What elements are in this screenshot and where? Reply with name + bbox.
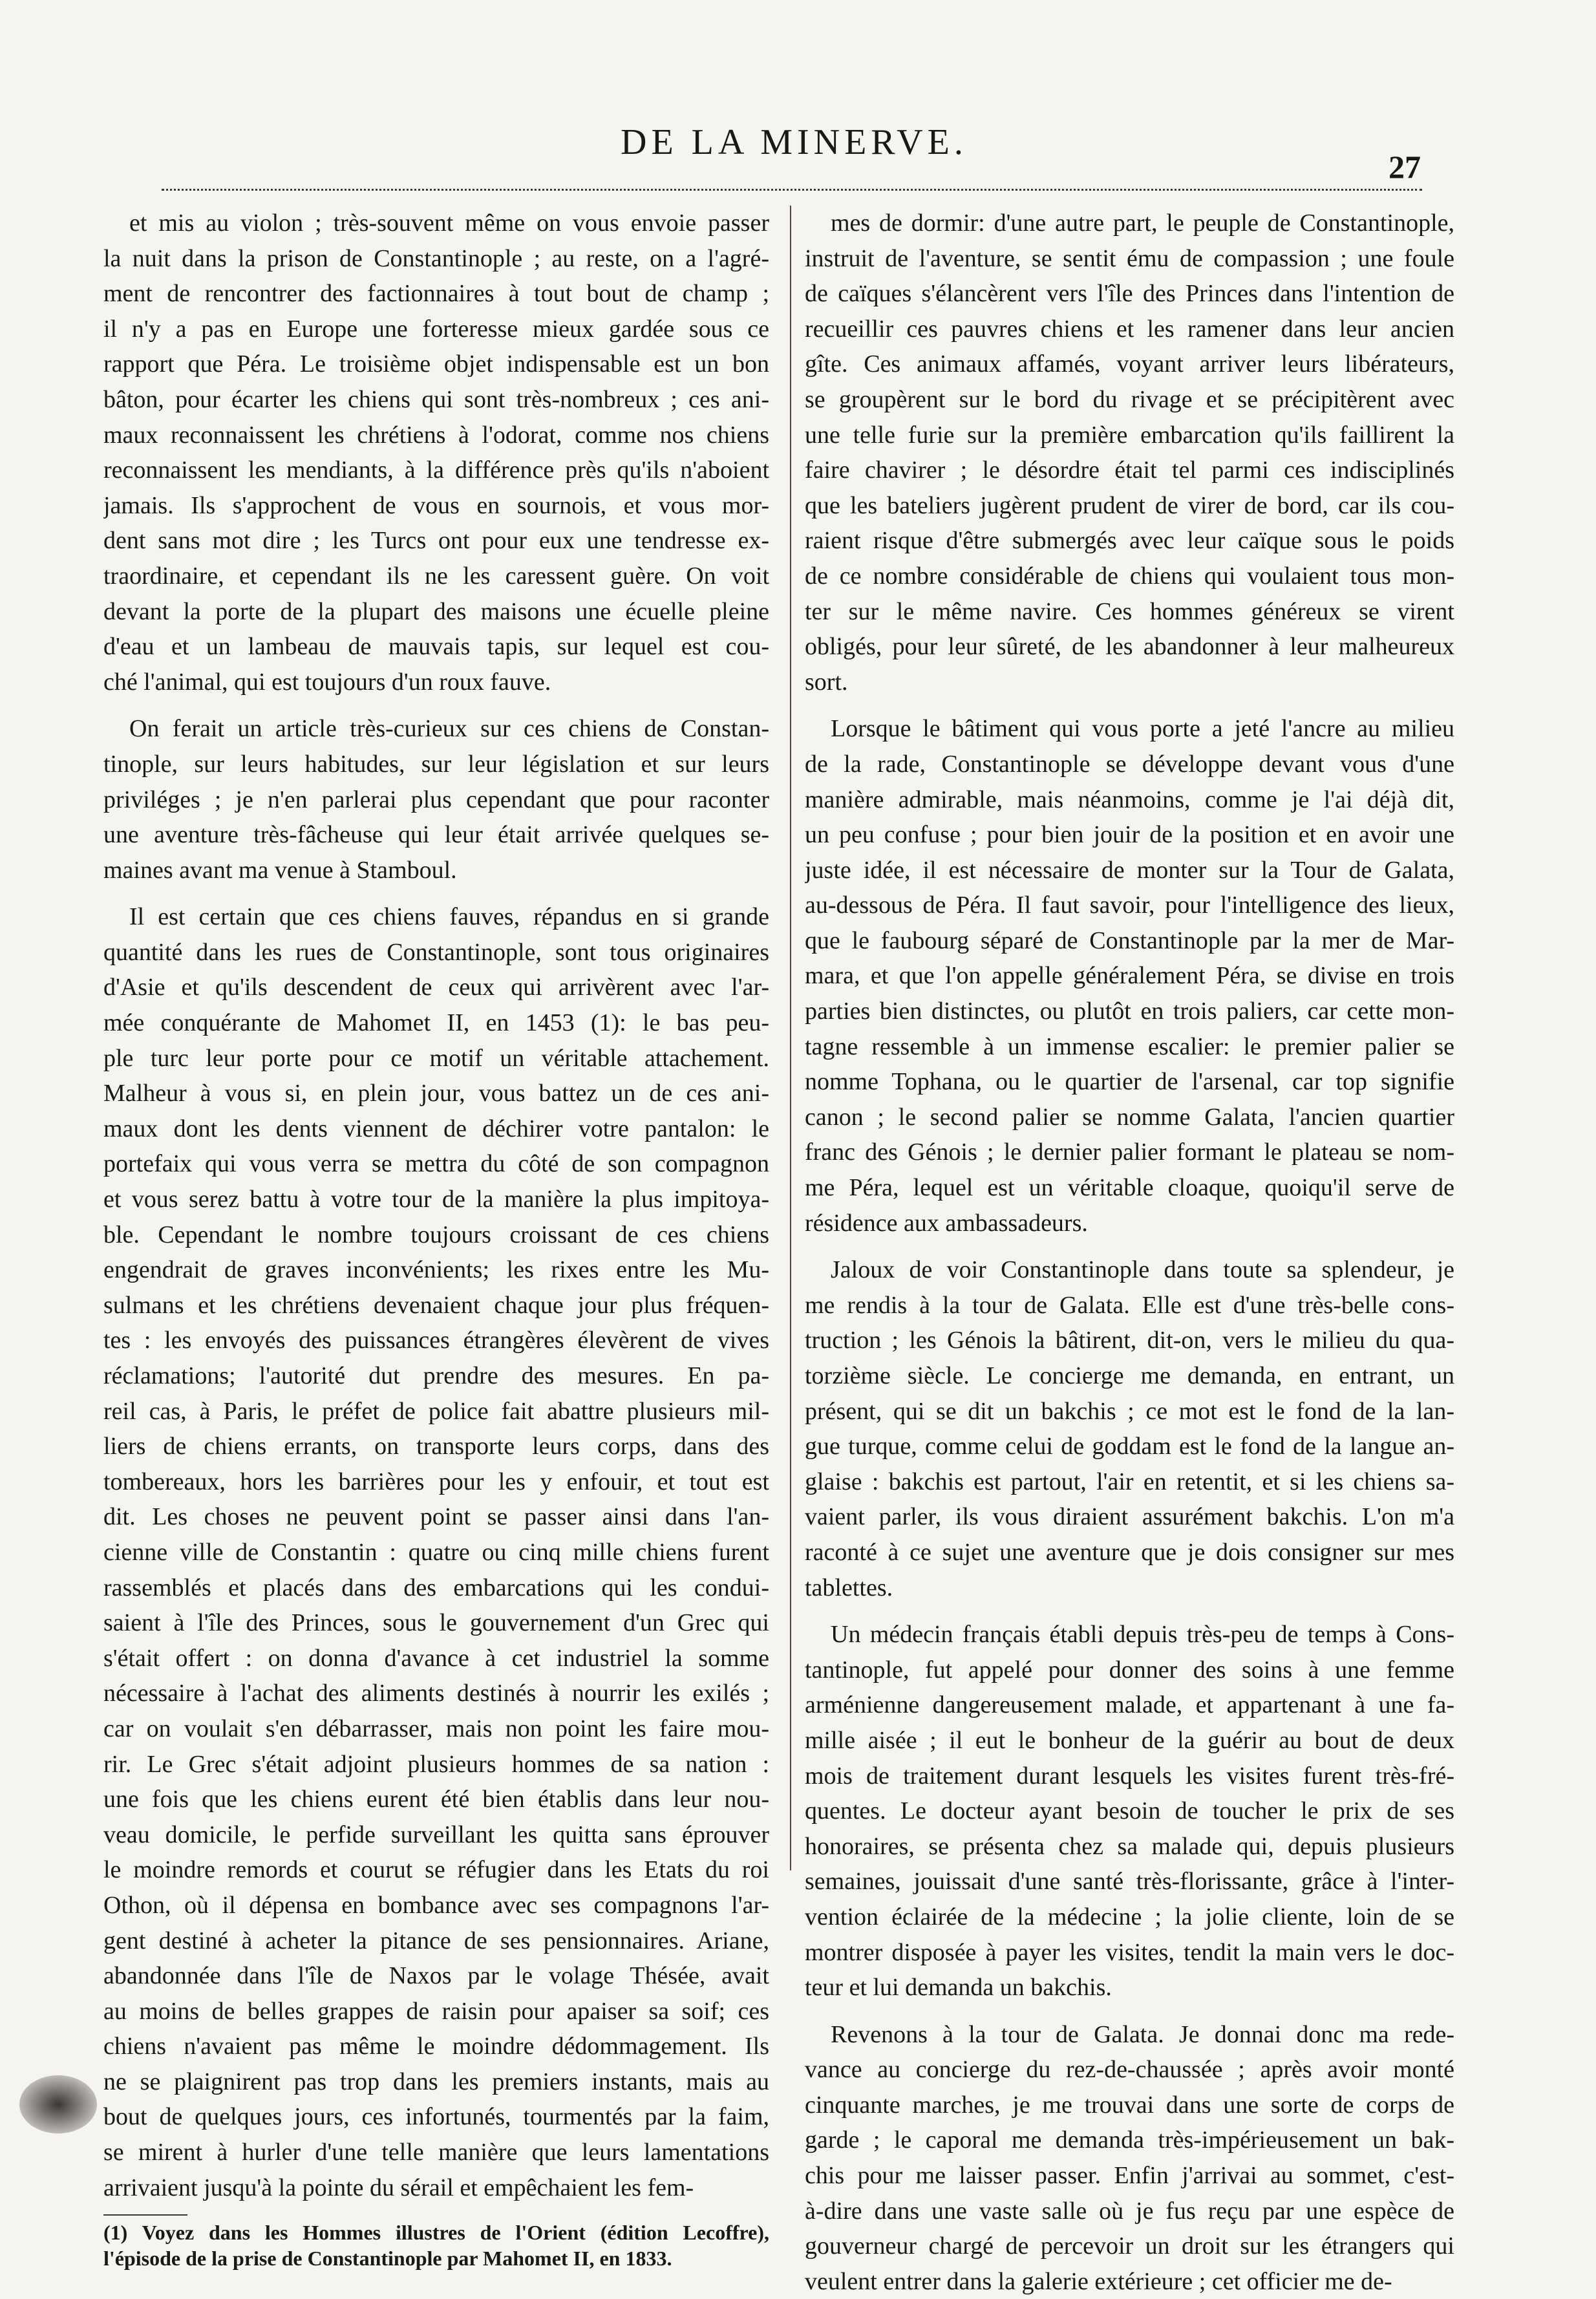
text-line: de caïques s'élancèrent vers l'île des Princes dans l'intention de (805, 280, 1454, 308)
text-line: Lorsque le bâtiment qui vous porte a jeté l'ancre au milieu (831, 715, 1454, 743)
text-line: obligés, pour leur sûreté, de les abandonner à leur malheureux (805, 633, 1454, 661)
text-line: au moins de belles grappes de raisin pour apaiser sa soif; ces (103, 1997, 769, 2025)
text-line: portefaix qui vous verra se mettra du côté de son compagnon (103, 1150, 769, 1178)
text-line: la nuit dans la prison de Constantinople ; au reste, on a l'agré- (103, 244, 769, 272)
text-line: présent, qui se dit un bakchis ; ce mot est le fond de la lan- (805, 1397, 1454, 1425)
text-line: gîte. Ces animaux affamés, voyant arriver leurs libérateurs, (805, 350, 1454, 378)
text-line: ché l'animal, qui est toujours d'un roux fauve. (103, 668, 551, 696)
text-line: glaise : bakchis est partout, l'air en retentit, et si les chiens sa- (805, 1468, 1454, 1495)
text-line: veau domicile, le perfide surveillant les quitta sans éprouver (103, 1821, 769, 1848)
text-line: quentes. Le docteur ayant besoin de toucher le prix de ses (805, 1797, 1454, 1825)
paragraph (805, 711, 1454, 1241)
right-column (805, 206, 1454, 2299)
text-line: juste idée, il est nécessaire de monter sur la Tour de Galata, (805, 856, 1454, 884)
paragraph (805, 2017, 1454, 2299)
text-line: Il est certain que ces chiens fauves, répandus en si grande (129, 903, 769, 931)
footnote-line: (1) Voyez dans les Hommes illustres de l'Orient (édition Lecoffre), (103, 2221, 769, 2245)
footnote-rule (103, 2214, 187, 2216)
paragraph (103, 711, 769, 888)
header-rule (162, 189, 1422, 191)
text-line: mes de dormir: d'une autre part, le peuple de Constantinople, (831, 209, 1454, 237)
paragraph (103, 899, 769, 2205)
text-line: de la rade, Constantinople se développe devant vous d'une (805, 750, 1454, 778)
text-line: d'eau et un lambeau de mauvais tapis, sur lequel est cou- (103, 633, 769, 661)
text-line: réclamations; l'autorité dut prendre des mesures. En pa- (103, 1362, 769, 1389)
text-line: gue turque, comme celui de goddam est le fond de la langue an- (805, 1433, 1454, 1460)
text-line: semaines, jouissait d'une santé très-florissante, grâce à l'inter- (805, 1868, 1454, 1896)
text-line: priviléges ; je n'en parlerai plus cependant que pour raconter (103, 786, 769, 813)
column-divider (790, 206, 791, 1870)
text-line: engendrait de graves inconvénients; les rixes entre les Mu- (103, 1256, 769, 1284)
text-line: Malheur à vous si, en plein jour, vous battez un de ces ani- (103, 1080, 769, 1107)
ink-smudge (19, 2075, 97, 2133)
paragraph-gap (103, 700, 769, 711)
text-line: franc des Génois ; le dernier palier formant le plateau se nom- (805, 1139, 1454, 1166)
text-line: Othon, où il dépensa en bombance avec ses compagnons l'ar- (103, 1891, 769, 1919)
text-line: une telle furie sur la première embarcation qu'ils faillirent la (805, 421, 1454, 449)
paragraph (103, 206, 769, 700)
page-number: 27 (1389, 149, 1421, 185)
text-line: sulmans et les chrétiens devenaient chaque jour plus fréquen- (103, 1291, 769, 1319)
text-line: recueillir ces pauvres chiens et les ramener dans leur ancien (805, 315, 1454, 343)
text-line: nomme Tophana, ou le quartier de l'arsenal, car top signifie (805, 1068, 1454, 1096)
text-line: cinquante marches, je me trouvai dans une sorte de corps de (805, 2091, 1454, 2119)
text-line: et mis au violon ; très-souvent même on vous envoie passer (129, 209, 769, 237)
text-line: Jaloux de voir Constantinople dans toute sa splendeur, je (831, 1256, 1454, 1284)
text-line: il n'y a pas en Europe une forteresse mieux gardée sous ce (103, 315, 769, 343)
text-line: mara, et que l'on appelle généralement Péra, se divise en trois (805, 962, 1454, 990)
text-line: tombereaux, hors les barrières pour les y enfouir, et tout est (103, 1468, 769, 1495)
text-line: nécessaire à l'achat des aliments destinés à nourrir les exilés ; (103, 1680, 769, 1707)
text-line: montrer disposée à payer les visites, tendit la main vers le doc- (805, 1938, 1454, 1966)
text-line: ne se plaignirent pas trop dans les premiers instants, mais au (103, 2068, 769, 2095)
text-line: s'était offert : on donna d'avance à cet industriel la somme (103, 1644, 769, 1672)
text-line: ple turc leur porte pour ce motif un véritable attachement. (103, 1044, 769, 1072)
text-line: On ferait un article très-curieux sur ces chiens de Constan- (129, 715, 769, 743)
text-line: Revenons à la tour de Galata. Je donnai donc ma rede- (831, 2020, 1454, 2048)
footnote (103, 2219, 769, 2271)
text-line: raconté à ce sujet une aventure que je dois consigner sur mes (805, 1538, 1454, 1566)
paragraph-gap (805, 700, 1454, 711)
text-line: faire chavirer ; le désordre était tel parmi ces indisciplinés (805, 456, 1454, 484)
running-head: DE LA MINERVE. (621, 122, 968, 162)
text-line: me rendis à la tour de Galata. Elle est d'une très-belle cons- (805, 1291, 1454, 1319)
text-line: rapport que Péra. Le troisième objet indispensable est un bon (103, 350, 769, 378)
text-line: que le faubourg séparé de Constantinople par la mer de Mar- (805, 926, 1454, 954)
text-line: saient à l'île des Princes, sous le gouvernement d'un Grec qui (103, 1609, 769, 1637)
text-line: une aventure très-fâcheuse qui leur était arrivée quelques se- (103, 821, 769, 849)
text-line: sort. (805, 668, 848, 696)
paragraph-gap (805, 2005, 1454, 2017)
text-line: gouverneur chargé de percevoir un droit sur les étrangers qui (805, 2232, 1454, 2260)
text-line: raient risque d'être submergés avec leur caïque sous le poids (805, 527, 1454, 555)
text-line: dent sans mot dire ; les Turcs ont pour eux une tendresse ex- (103, 527, 769, 555)
text-line: abandonnée dans l'île de Naxos par le volage Thésée, avait (103, 1962, 769, 1990)
text-line: quantité dans les rues de Constantinople, sont tous originaires (103, 938, 769, 966)
text-line: maux dont les dents viennent de déchirer votre pantalon: le (103, 1115, 769, 1142)
footnote-line: l'épisode de la prise de Constantinople par Mahomet II, en 1833. (103, 2247, 672, 2271)
text-line: se groupèrent sur le bord du rivage et se précipitèrent avec (805, 385, 1454, 413)
text-line: canon ; le second palier se nomme Galata, l'ancien quartier (805, 1103, 1454, 1131)
text-line: une fois que les chiens eurent été bien établis dans leur nou- (103, 1786, 769, 1813)
text-line: veulent entrer dans la galerie extérieure ; cet officier me de- (805, 2267, 1392, 2295)
text-line: Un médecin français établi depuis très-peu de temps à Cons- (831, 1621, 1454, 1649)
text-line: devant la porte de la plupart des maisons une écuelle pleine (103, 597, 769, 625)
text-line: jamais. Ils s'approchent de vous en sournois, et vous mor- (103, 491, 769, 519)
text-line: se mirent à hurler d'une telle manière que leurs lamentations (103, 2139, 769, 2166)
text-line: bout de quelques jours, ces infortunés, tourmentés par la faim, (103, 2103, 769, 2131)
text-line: chiens n'avaient pas même le moindre dédommagement. Ils (103, 2033, 769, 2060)
text-line: tablettes. (805, 1574, 893, 1601)
text-line: ble. Cependant le nombre toujours croissant de ces chiens (103, 1221, 769, 1248)
text-line: manière admirable, mais néanmoins, comme je l'ai déjà dit, (805, 786, 1454, 813)
text-line: au-dessous de Péra. Il faut savoir, pour l'intelligence des lieux, (805, 892, 1454, 919)
text-line: liers de chiens errants, on transporte leurs corps, dans des (103, 1433, 769, 1460)
text-line: le moindre remords et courut se réfugier dans les Etats du roi (103, 1856, 769, 1884)
paragraph (805, 1252, 1454, 1605)
text-line: ment de rencontrer des factionnaires à tout bout de champ ; (103, 280, 769, 308)
text-line: arménienne dangereusement malade, et appartenant à une fa- (805, 1691, 1454, 1719)
paragraph (805, 206, 1454, 700)
text-line: honoraires, se présenta chez sa malade qui, depuis plusieurs (805, 1832, 1454, 1860)
text-line: et vous serez battu à votre tour de la manière la plus impitoya- (103, 1186, 769, 1214)
text-line: dit. Les choses ne peuvent point se passer ainsi dans l'an- (103, 1503, 769, 1531)
text-line: tagne ressemble à un immense escalier: le premier palier se (805, 1032, 1454, 1060)
text-line: rir. Le Grec s'était adjoint plusieurs hommes de sa nation : (103, 1750, 769, 1778)
text-line: vention éclairée de la médecine ; la jolie cliente, loin de se (805, 1903, 1454, 1930)
paragraph (805, 1617, 1454, 2005)
text-line: maines avant ma venue à Stamboul. (103, 856, 457, 884)
text-line: vance au concierge du rez-de-chaussée ; après avoir monté (805, 2056, 1454, 2084)
text-line: instruit de l'aventure, se sentit ému de compassion ; une foule (805, 244, 1454, 272)
text-line: mée conquérante de Mahomet II, en 1453 (1): le bas peu- (103, 1009, 769, 1037)
text-line: mille aisée ; il eut le bonheur de la guérir au bout de deux (805, 1726, 1454, 1754)
text-line: d'Asie et qu'ils descendent de ceux qui arrivèrent avec l'ar- (103, 974, 769, 1001)
text-line: chis pour me laisser passer. Enfin j'arrivai au sommet, c'est- (805, 2162, 1454, 2190)
left-column (103, 206, 769, 2271)
text-line: que les bateliers jugèrent prudent de virer de bord, car ils cou- (805, 491, 1454, 519)
text-line: vaient parler, ils vous diraient assurément bakchis. L'on m'a (805, 1503, 1454, 1531)
text-line: mois de traitement durant lesquels les visites furent très-fré- (805, 1762, 1454, 1790)
text-line: à-dire dans une vaste salle où je fus reçu par une espèce de (805, 2197, 1454, 2225)
text-line: tinople, sur leurs habitudes, sur leur législation et sur leurs (103, 750, 769, 778)
text-line: garde ; le caporal me demanda très-impérieusement un bak- (805, 2126, 1454, 2154)
paragraph-gap (103, 888, 769, 899)
text-line: ter sur le même navire. Ces hommes généreux se virent (805, 597, 1454, 625)
text-line: tantinople, fut appelé pour donner des soins à une femme (805, 1656, 1454, 1684)
text-line: car on voulait s'en débarrasser, mais non point les faire mou- (103, 1715, 769, 1742)
text-line: de ce nombre considérable de chiens qui voulaient tous mon- (805, 562, 1454, 590)
text-line: torzième siècle. Le concierge me demanda, en entrant, un (805, 1362, 1454, 1389)
text-line: traordinaire, et cependant ils ne les caressent guère. On voit (103, 562, 769, 590)
text-line: reil cas, à Paris, le préfet de police fait abattre plusieurs mil- (103, 1397, 769, 1425)
text-line: me Péra, lequel est un véritable cloaque, quoiqu'il serve de (805, 1174, 1454, 1202)
paragraph-gap (805, 1241, 1454, 1252)
text-line: truction ; les Génois la bâtirent, dit-on, vers le milieu du qua- (805, 1327, 1454, 1354)
text-line: rassemblés et placés dans des embarcations qui les condui- (103, 1574, 769, 1601)
text-line: reconnaissent les mendiants, à la différence près qu'ils n'aboient (103, 456, 769, 484)
text-line: cienne ville de Constantin : quatre ou cinq mille chiens furent (103, 1538, 769, 1566)
text-line: maux reconnaissent les chrétiens à l'odorat, comme nos chiens (103, 421, 769, 449)
text-line: parties bien distinctes, ou plutôt en trois paliers, car cette mon- (805, 998, 1454, 1025)
text-line: arrivaient jusqu'à la pointe du sérail et empêchaient les fem- (103, 2174, 694, 2201)
text-line: un peu confuse ; pour bien jouir de la position et en avoir une (805, 821, 1454, 849)
text-line: tes : les envoyés des puissances étrangères élevèrent de vives (103, 1327, 769, 1354)
text-line: teur et lui demanda un bakchis. (805, 1974, 1112, 2002)
paragraph-gap (805, 1605, 1454, 1617)
text-line: bâton, pour écarter les chiens qui sont très-nombreux ; ces ani- (103, 385, 769, 413)
text-line: résidence aux ambassadeurs. (805, 1209, 1088, 1237)
text-line: gent destiné à acheter la pitance de ses pensionnaires. Ariane, (103, 1927, 769, 1954)
